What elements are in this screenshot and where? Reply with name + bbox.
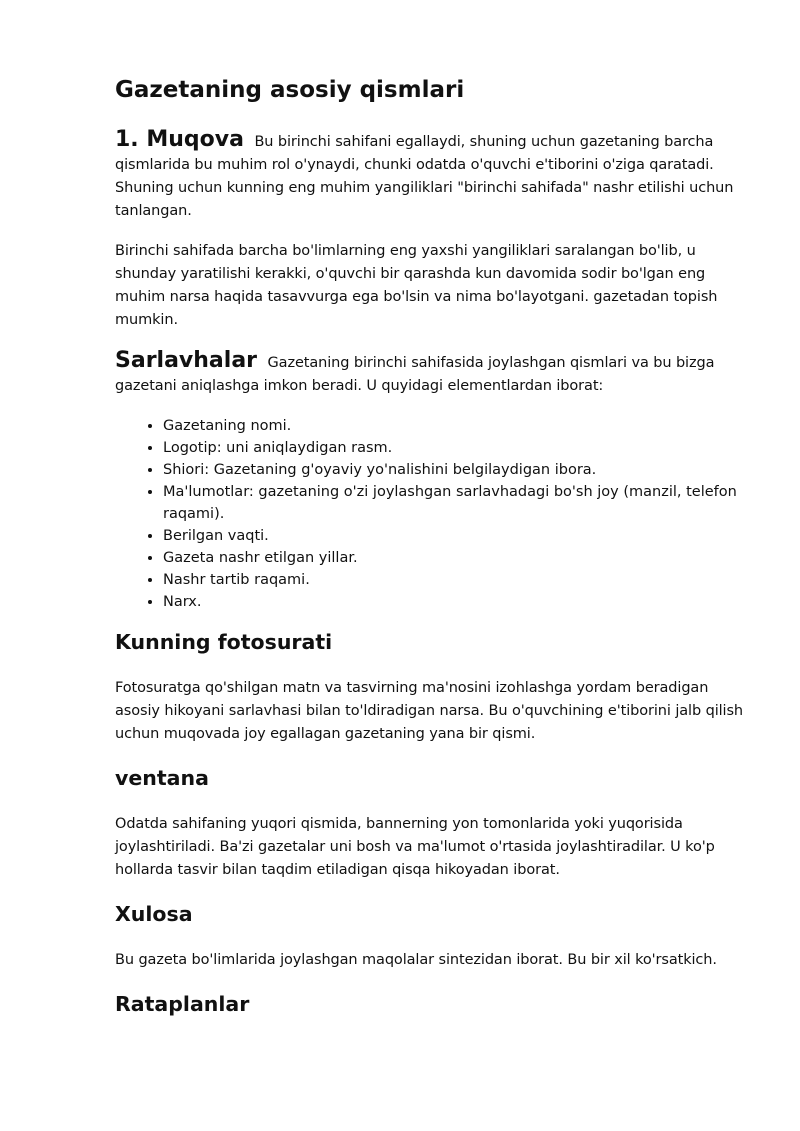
list-item: • Ma'lumotlar: gazetaning o'zi joylashgan sarlavhadagi bo'sh joy (manzil, telefon raqami).: [163, 481, 745, 525]
xulosa-text: Bu gazeta bo'limlarida joylashgan maqolalar sintezidan iborat. Bu bir xil ko'rsatkich.: [115, 952, 717, 968]
list-item: • Nashr tartib raqami.: [163, 569, 745, 591]
sarlavhalar-heading: Sarlavhalar: [115, 348, 258, 373]
muqova-paragraph: [115, 128, 745, 223]
fotosurat-text: Fotosuratga qo'shilgan matn va tasvirning ma'nosini izohlashga yordam beradigan asosiy hikoyani sarlavhasi bilan to'ldiradigan narsa. Bu o'quvchining e'tiborini jalb qilish uchun muqovada joy egallagan gazetaning yana bir qismi.: [115, 680, 744, 742]
muqova-heading: 1. Muqova: [115, 127, 244, 152]
list-item: • Shiori: Gazetaning g'oyaviy yo'nalishini belgilaydigan ibora.: [163, 459, 745, 481]
muqova-text: Bu birinchi sahifani egallaydi, shuning uchun gazetaning barcha qismlarida bu muhim rol o'ynaydi, chunki odatda o'quvchi e'tiborini o'ziga qaratadi. Shuning uchun kunning eng muhim yangiliklari "birinchi sahifada" nashr etilishi uchun tanlangan.: [115, 134, 734, 219]
document-page: [115, 74, 745, 1039]
page-title: Gazetaning asosiy qismlari: [115, 77, 465, 103]
sarlavhalar-list: [115, 415, 745, 613]
list-item: • Narx.: [163, 591, 745, 613]
ventana-text: Odatda sahifaning yuqori qismida, bannerning yon tomonlarida yoki yuqorisida joylashtiriladi. Ba'zi gazetalar uni bosh va ma'lumot o'rtasida joylashtiradilar. U ko'p hollarda tasvir bilan taqdim etiladigan qisqa hikoyadan iborat.: [115, 816, 715, 878]
list-item: • Gazeta nashr etilgan yillar.: [163, 547, 745, 569]
xulosa-heading: Xulosa: [115, 902, 193, 926]
list-item: • Logotip: uni aniqlaydigan rasm.: [163, 437, 745, 459]
muqova-paragraph-2: Birinchi sahifada barcha bo'limlarning eng yaxshi yangiliklari saralangan bo'lib, u shunday yaratilishi kerakki, o'quvchi bir qarashda kun davomida sodir bo'lgan eng muhim narsa haqida tasavvurga ega bo'lsin va nima bo'layotgani. gazetadan topish mumkin.: [115, 243, 718, 328]
sarlavhalar-text: Gazetaning birinchi sahifasida joylashgan qismlari va bu bizga gazetani aniqlashga imkon beradi. U quyidagi elementlardan iborat:: [115, 355, 715, 394]
list-item: • Berilgan vaqti.: [163, 525, 745, 547]
list-item: • Gazetaning nomi.: [163, 415, 745, 437]
rataplanlar-heading: Rataplanlar: [115, 992, 250, 1016]
sarlavhalar-paragraph: [115, 349, 745, 398]
fotosurat-heading: Kunning fotosurati: [115, 630, 333, 654]
ventana-heading: ventana: [115, 766, 209, 790]
